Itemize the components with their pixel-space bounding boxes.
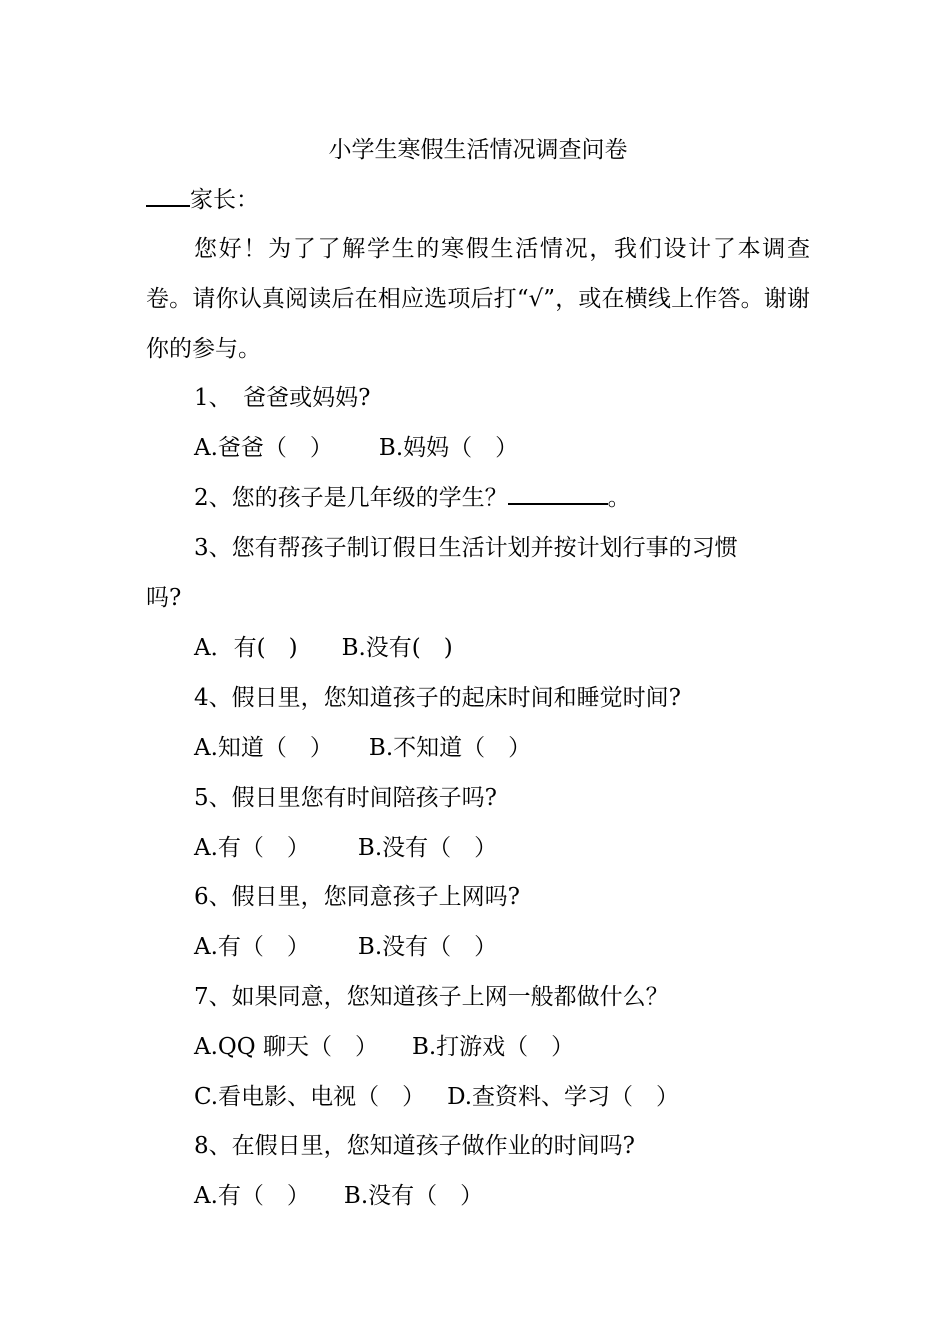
page-title: 小学生寒假生活情况调查问卷 (328, 137, 628, 163)
question-4-options (194, 730, 531, 766)
option-a[interactable]: A.有（ ） (194, 1183, 310, 1209)
question-3-options (194, 630, 453, 666)
grade-blank[interactable] (508, 481, 608, 505)
question-7-options-row1 (194, 1029, 574, 1065)
question-8-options (194, 1178, 483, 1214)
question-5-options (194, 830, 497, 866)
option-a[interactable]: A.爸爸（ ） (194, 435, 333, 461)
question-6-options (194, 929, 497, 965)
option-a[interactable]: A.有（ ） (194, 835, 310, 861)
option-b[interactable]: B.没有（ ） (357, 934, 498, 960)
option-d[interactable]: D.查资料、学习（ ） (447, 1084, 680, 1110)
option-b[interactable]: B.没有( ) (341, 635, 453, 661)
option-a[interactable]: A．有( ) (194, 635, 298, 661)
question-4: 4、假日里，您知道孩子的起床时间和睡觉时间? (194, 685, 681, 711)
question-1-options (194, 430, 518, 466)
question-2-suffix: 。 (607, 485, 631, 511)
question-7: 7、如果同意，您知道孩子上网一般都做什么？ (194, 984, 669, 1010)
salutation-text: 家长： (190, 187, 259, 213)
option-b[interactable]: B.妈妈（ ） (378, 435, 519, 461)
question-7-options-row2 (194, 1079, 679, 1115)
salutation-line (146, 182, 259, 218)
option-b[interactable]: B.不知道（ ） (368, 735, 532, 761)
option-b[interactable]: B.打游戏（ ） (411, 1034, 575, 1060)
question-3-line1: 3、您有帮孩子制订假日生活计划并按计划行事的习惯 (194, 535, 738, 561)
question-2-text: 2、您的孩子是几年级的学生？ (194, 485, 508, 511)
option-a[interactable]: A.有（ ） (194, 934, 310, 960)
name-blank[interactable] (146, 183, 190, 207)
question-2 (194, 480, 631, 516)
intro-paragraph: 您好！为了了解学生的寒假生活情况，我们设计了本调查卷。请你认真阅读后在相应选项后打“√”，或在横线上作答。谢谢你的参与。 (146, 236, 810, 362)
option-a[interactable]: A.知道（ ） (194, 735, 333, 761)
question-6: 6、假日里，您同意孩子上网吗? (194, 884, 520, 910)
question-5: 5、假日里您有时间陪孩子吗? (194, 785, 497, 811)
question-1: 1、 爸爸或妈妈? (194, 385, 371, 411)
option-a[interactable]: A.QQ 聊天（ ） (194, 1034, 378, 1060)
option-b[interactable]: B.没有（ ） (357, 835, 498, 861)
question-8: 8、在假日里，您知道孩子做作业的时间吗? (194, 1133, 635, 1159)
question-3-line2: 吗? (146, 585, 182, 611)
option-b[interactable]: B.没有（ ） (343, 1183, 484, 1209)
option-c[interactable]: C.看电影、电视（ ） (194, 1084, 426, 1110)
